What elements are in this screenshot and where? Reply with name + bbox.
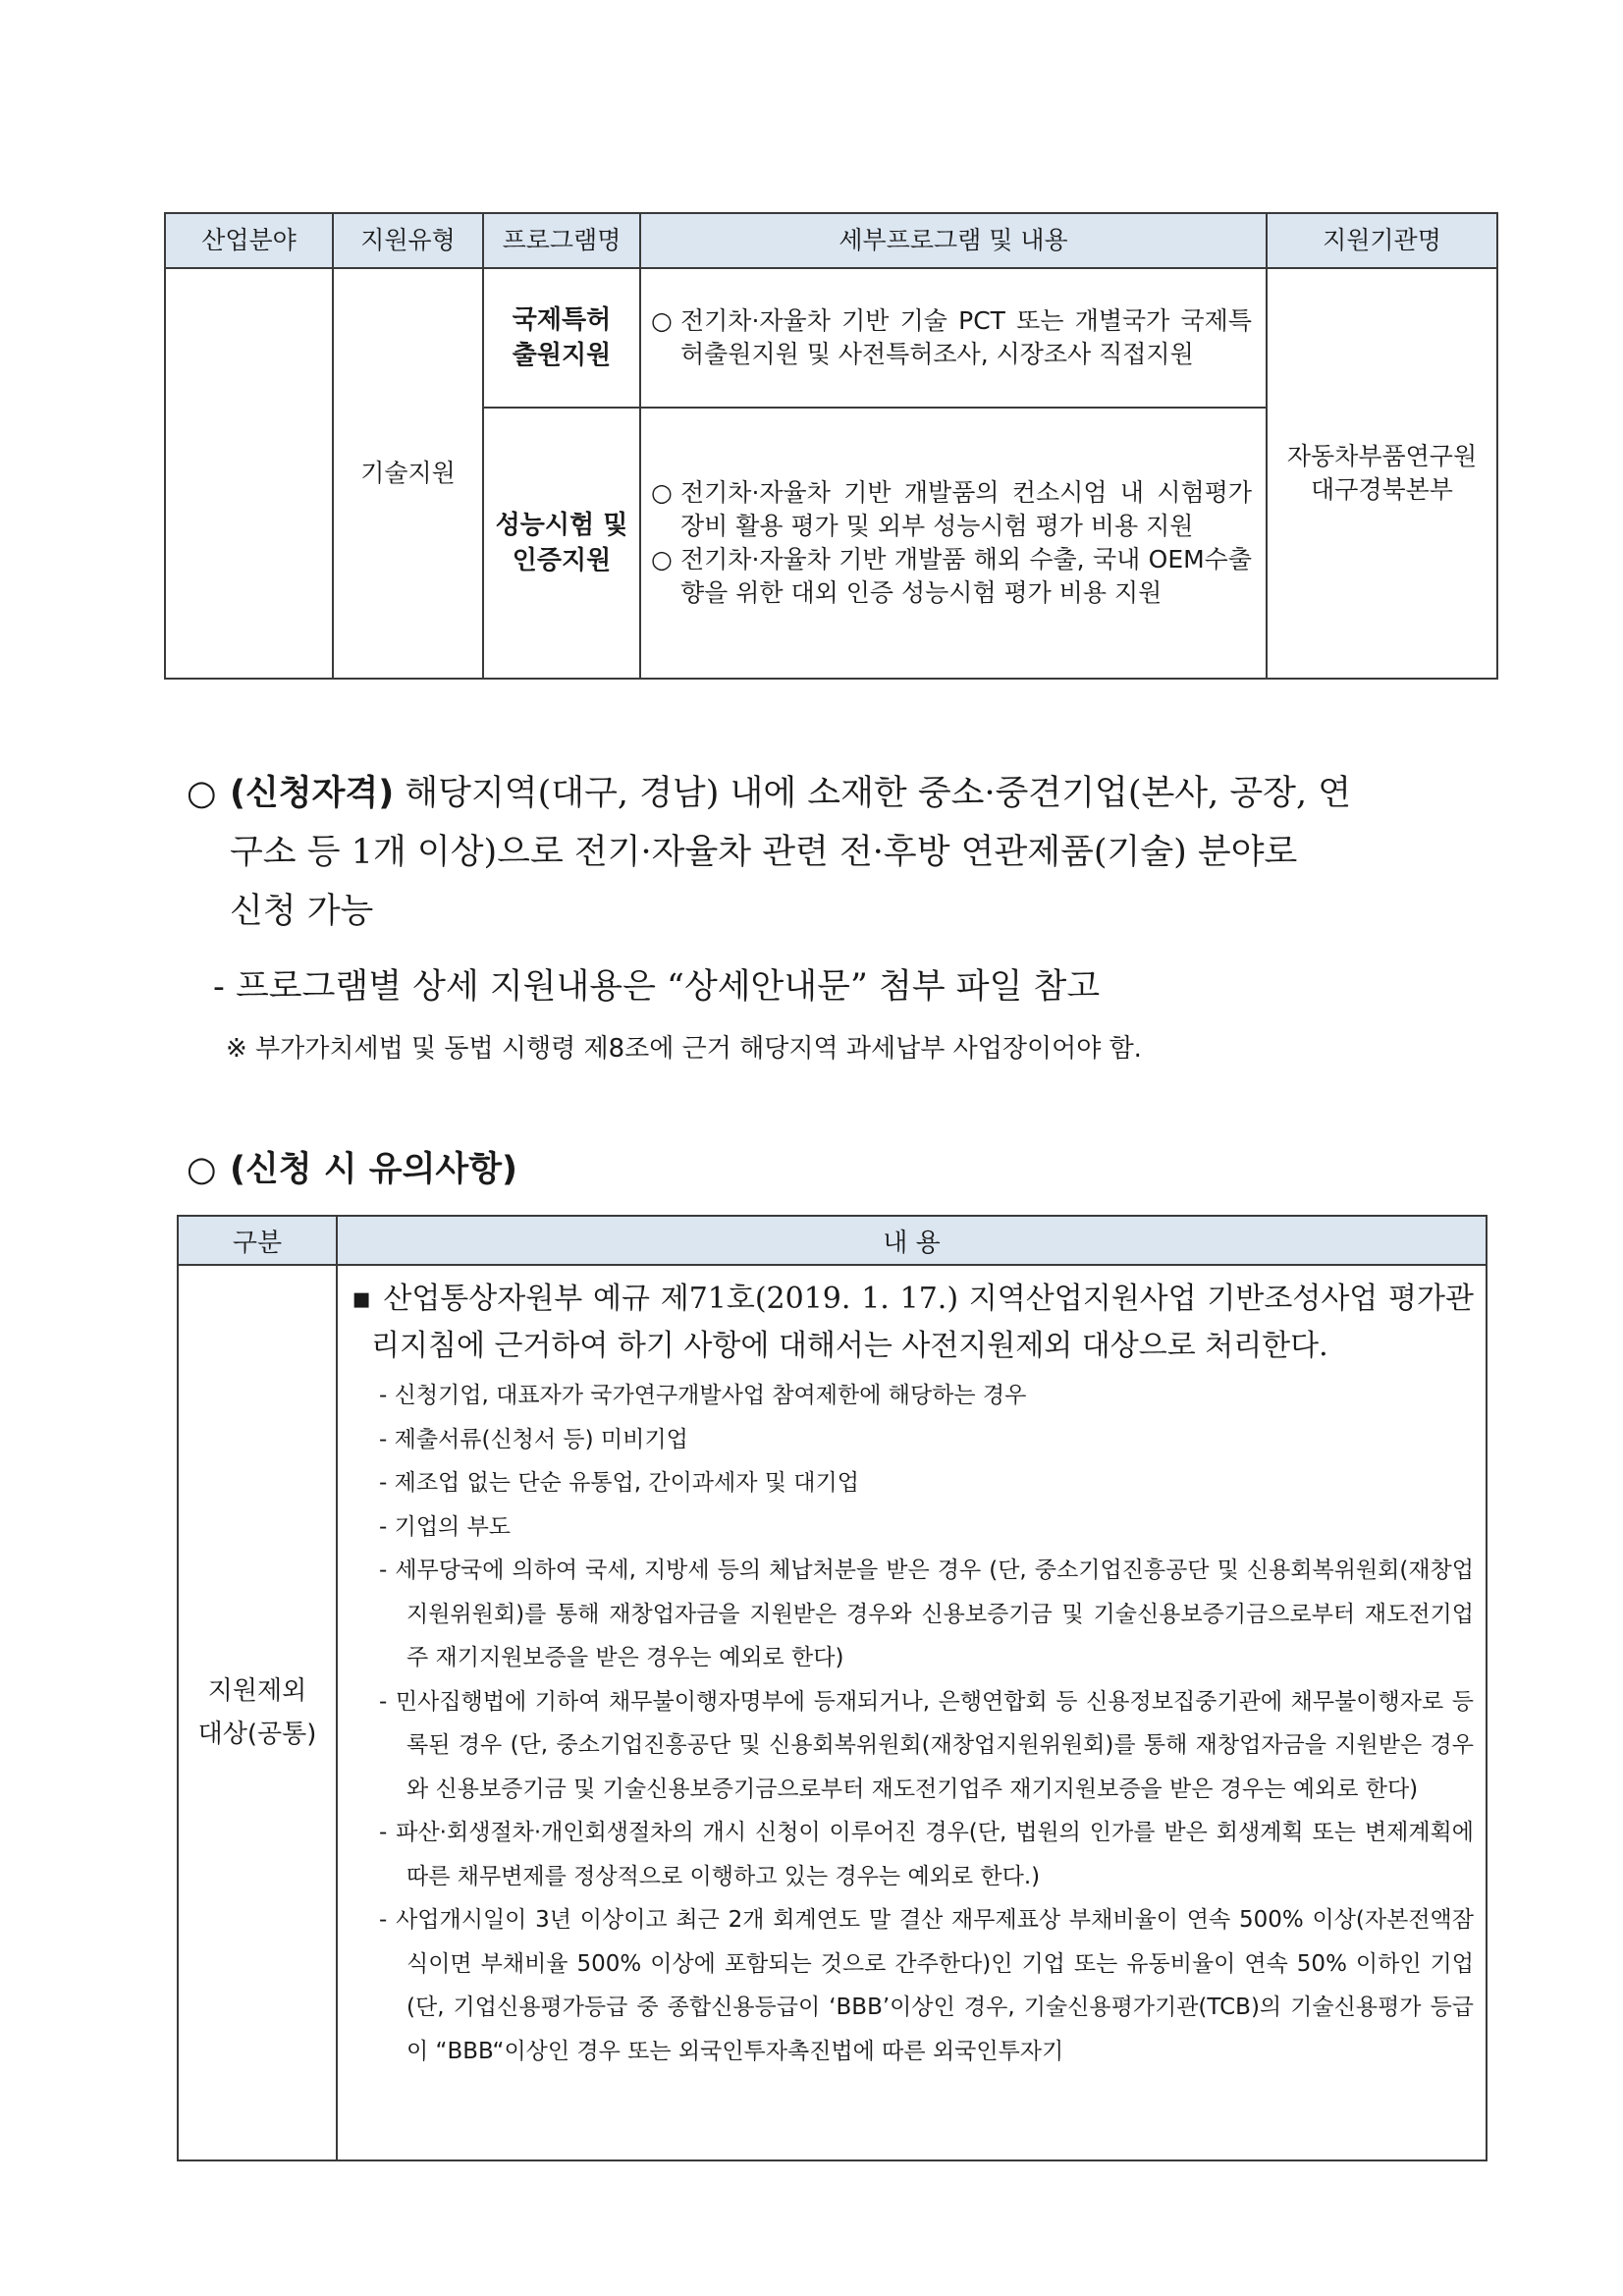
detail-text: 전기차·자율차 기반 기술 PCT 또는 개별국가 국제특허출원지원 및 사전특허조사, 시장조사 직접지원 [680, 306, 1252, 368]
program-table-header [165, 213, 1497, 268]
program-detail-cell [640, 408, 1267, 679]
program-detail-cell [640, 268, 1267, 408]
header-industry: 산업분야 [165, 213, 333, 268]
detail-item [651, 304, 1252, 371]
circle-bullet-icon: ○ [187, 774, 217, 813]
circle-bullet-icon: ○ [651, 478, 673, 507]
category-line: 지원제외 [207, 1676, 307, 1706]
list-item: - 신청기업, 대표자가 국가연구개발사업 참여제한에 해당하는 경우 [379, 1383, 1027, 1408]
agency-cell [1267, 268, 1497, 679]
circle-bullet-icon: ○ [651, 306, 673, 335]
list-item: - 세무당국에 의하여 국세, 지방세 등의 체납처분을 받은 경우 (단, 중소기업진흥공단 및 신용회복위원회(재창업지원위원회)를 통해 재창업자금을 지원받은 경우와 신용보증기금 및 기술신용보증기금으로부터 재도전기업주 재기지원보증을 받은 경우는 예외로 한다) [379, 1558, 1474, 1670]
category-line: 대상(공통) [197, 1720, 317, 1749]
program-name-line: 인증지원 [512, 546, 612, 575]
header-content: 내 용 [337, 1216, 1487, 1265]
agency-line: 대구경북본부 [1311, 475, 1453, 504]
eligibility-line: 구소 등 1개 이상)으로 전기·자율차 관련 전·후방 연관제품(기술) 분야로 [230, 833, 1298, 872]
detail-item [651, 543, 1252, 610]
header-program-name: 프로그램명 [483, 213, 640, 268]
detail-guide-note: - 프로그램별 상세 지원내용은 “상세안내문” 첨부 파일 참고 [213, 967, 1101, 1007]
circle-bullet-icon: ○ [187, 1150, 217, 1189]
cautions-table-header [178, 1216, 1487, 1265]
header-category: 구분 [178, 1216, 337, 1265]
tax-footnote: ※ 부가가치세법 및 동법 시행령 제8조에 근거 해당지역 과세납부 사업장이어야 함. [226, 1034, 1142, 1064]
cautions-heading [187, 1142, 517, 1191]
eligibility-label: (신청자격) [230, 774, 395, 813]
program-table [164, 212, 1498, 680]
circle-bullet-icon: ○ [651, 545, 673, 574]
program-name-line: 국제특허 [512, 305, 612, 335]
program-name-cell [483, 408, 640, 679]
table-row [165, 268, 1497, 408]
exclusion-list [352, 1374, 1474, 2073]
table-row [178, 1265, 1487, 2160]
list-item: - 기업의 부도 [379, 1513, 512, 1540]
detail-item [651, 476, 1252, 543]
eligibility-line [187, 764, 1483, 823]
list-item: - 민사집행법에 기하여 채무불이행자명부에 등재되거나, 은행연합회 등 신용정보집중기관에 채무불이행자로 등록된 경우 (단, 중소기업진흥공단 및 신용회복위원회(재창업지원위원회)를 통해 재창업자금을 지원받은 경우와 신용보증기금 및 기술신용보증기금으로부터 재도전기업주 재기지원보증을 받은 경우는 예외로 한다) [379, 1688, 1474, 1802]
detail-text: 전기차·자율차 기반 개발품 해외 수출, 국내 OEM수출향을 위한 대외 인증 성능시험 평가 비용 지원 [680, 545, 1252, 607]
header-agency: 지원기관명 [1267, 213, 1497, 268]
header-program-detail: 세부프로그램 및 내용 [640, 213, 1267, 268]
list-item: - 제출서류(신청서 등) 미비기업 [379, 1426, 688, 1452]
regulation-item: ▪ 산업통상자원부 예규 제71호(2019. 1. 17.) 지역산업지원사업 기반조성사업 평가관리지침에 근거하여 하기 사항에 대해서는 사전지원제외 대상으로 처리한다. [352, 1282, 1474, 1363]
detail-text: 전기차·자율차 기반 개발품의 컨소시엄 내 시험평가 장비 활용 평가 및 외부 성능시험 평가 비용 지원 [680, 478, 1252, 540]
agency-line: 자동차부품연구원 [1286, 442, 1478, 470]
cautions-table [177, 1215, 1488, 2161]
program-name-line: 성능시험 및 [495, 511, 628, 540]
header-support-type: 지원유형 [333, 213, 483, 268]
industry-cell [165, 268, 333, 679]
program-name-line: 출원지원 [512, 341, 612, 370]
cautions-heading-text: (신청 시 유의사항) [230, 1150, 518, 1189]
eligibility-line: 신청 가능 [230, 892, 374, 931]
list-item: - 파산·회생절차·개인회생절차의 개시 신청이 이루어진 경우(단, 법원의 인가를 받은 회생계획 또는 변제계획에 따른 채무변제를 정상적으로 이행하고 있는 경우는 예외로 한다.) [379, 1820, 1474, 1889]
content-cell [337, 1265, 1487, 2160]
list-item: - 사업개시일이 3년 이상이고 최근 2개 회계연도 말 결산 재무제표상 부채비율이 연속 500% 이상(자본전액잠식이면 부채비율 500% 이상에 포함되는 것으로 간주한다)인 기업 또는 유동비율이 연속 50% 이하인 기업 (단, 기업신용평가등급 중 종합신용등급이 ‘BBB’이상인 경우, 기술신용평가기관(TCB)의 기술신용평가 등급이 “BBB“이상인 경우 또는 외국인투자촉진법에 따른 외국인투자기 [379, 1907, 1474, 2064]
program-name-cell [483, 268, 640, 408]
list-item: - 제조업 없는 단순 유통업, 간이과세자 및 대기업 [379, 1470, 859, 1496]
support-type-cell: 기술지원 [333, 268, 483, 679]
category-cell [178, 1265, 337, 2160]
eligibility-text: 해당지역(대구, 경남) 내에 소재한 중소·중견기업(본사, 공장, 연 [394, 774, 1352, 813]
eligibility-paragraph [187, 764, 1483, 941]
